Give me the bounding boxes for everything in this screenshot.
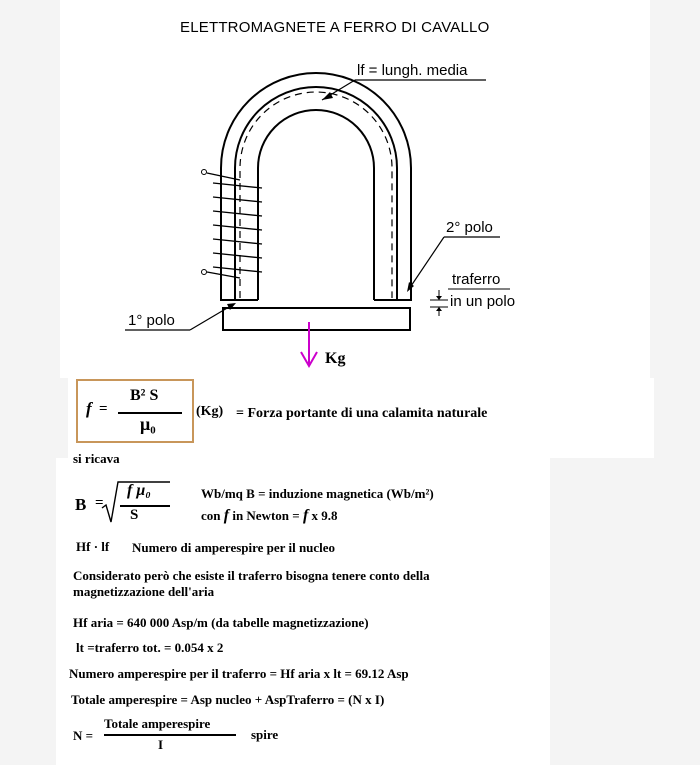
hf-lf-text: Numero di amperespire per il nucleo [132, 540, 336, 555]
polo1-label: 1° polo [128, 312, 175, 329]
formula2-numerator: f μ₀ [127, 482, 151, 499]
formula2-fraction-line [120, 505, 170, 507]
page-title: ELETTROMAGNETE A FERRO DI CAVALLO [180, 19, 490, 36]
formula3-lhs: N = [73, 728, 94, 743]
coil-terminal-bottom [202, 270, 207, 275]
totale-amperespire: Totale amperespire = Asp nucleo + AspTraferro = (N x I) [71, 692, 385, 707]
hf-lf-symbol: Hf · lf [76, 539, 110, 554]
considerato-line1: Considerato però che esiste il traferro bisogna tenere conto della [73, 568, 430, 583]
line2-newton: in Newton = [232, 508, 300, 523]
horseshoe-inner [258, 110, 374, 300]
formula2-line1: Wb/mq B = induzione magnetica (Wb/m²) [201, 486, 434, 501]
lt-line: lt =traferro tot. = 0.054 x 2 [76, 640, 224, 655]
mean-length-path [240, 92, 392, 298]
hf-aria: Hf aria = 640 000 Asp/m (da tabelle magnetizzazione) [73, 615, 369, 630]
considerato-line2: magnetizzazione dell'aria [73, 584, 215, 599]
si-ricava: si ricava [73, 451, 120, 466]
coil-terminal-top [202, 170, 207, 175]
line2-f: f [223, 507, 230, 524]
horseshoe-diagram [0, 0, 700, 380]
formula3-denominator: I [158, 737, 164, 752]
traferro-label: traferro [452, 271, 501, 288]
formula1-unit: (Kg) [196, 404, 224, 419]
formula1-numerator: B² S [130, 387, 159, 404]
formula3-numerator: Totale amperespire [104, 716, 211, 731]
kg-label: Kg [325, 350, 346, 367]
formula1-equals: = [99, 401, 108, 417]
numero-traferro: Numero amperespire per il traferro = Hf aria x lt = 69.12 Asp [69, 666, 409, 681]
formula2-lhs: B [75, 495, 87, 514]
line2-f2: f [302, 507, 309, 524]
formula1-denominator: μ₀ [140, 414, 156, 434]
lf-label: lf = lungh. media [357, 62, 468, 79]
formula2-equals: = [95, 495, 104, 511]
formula3-fraction-line [104, 734, 236, 736]
keeper-bar [223, 308, 410, 330]
formula2-line2 [201, 507, 338, 525]
formula2-denominator: S [130, 507, 139, 523]
polo2-label: 2° polo [446, 219, 493, 236]
formula3-unit: spire [251, 727, 279, 742]
formula1-lhs: f [86, 399, 92, 418]
traferro-label-2: in un polo [450, 293, 516, 310]
line2-x: x 9.8 [311, 508, 338, 523]
line2-con: con [201, 508, 221, 523]
formula1-description: = Forza portante di una calamita naturale [236, 406, 488, 421]
